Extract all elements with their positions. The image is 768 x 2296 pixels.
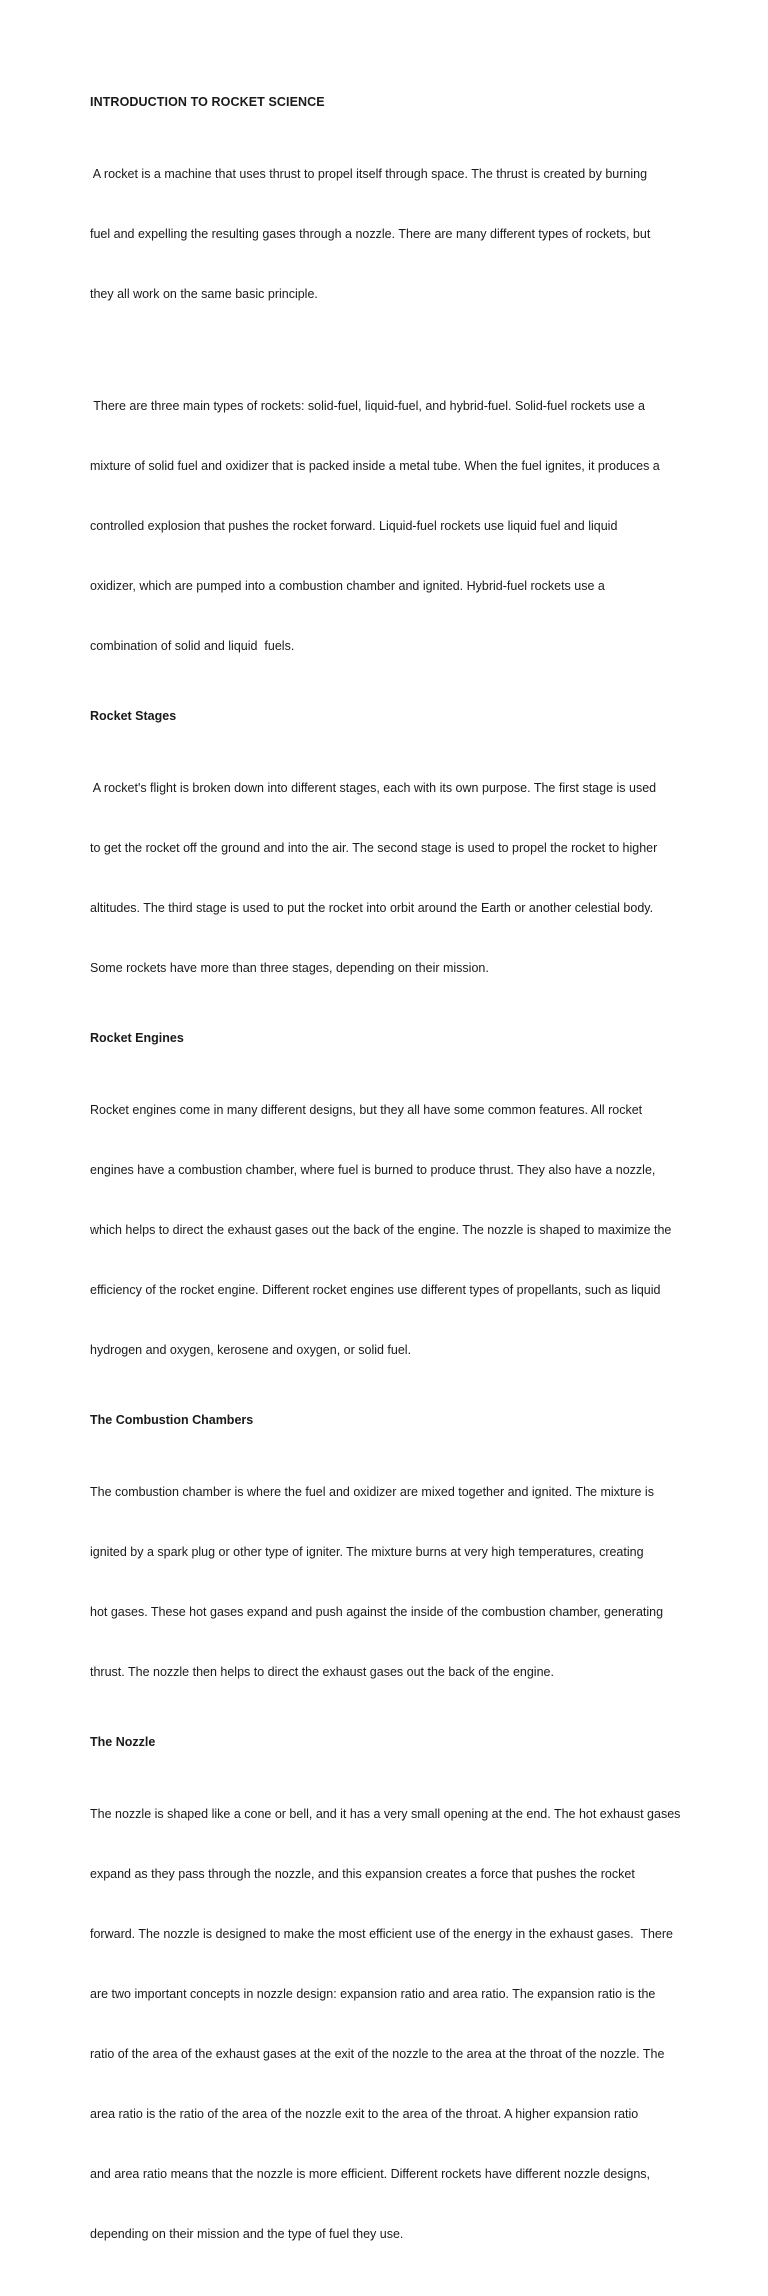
text-line: and area ratio means that the nozzle is more efficient. Different rockets have different nozzle designs, xyxy=(90,2167,651,2181)
text-line: are two important concepts in nozzle design: expansion ratio and area ratio. The expansion ratio is the xyxy=(90,1987,656,2001)
paragraph-intro-2 xyxy=(90,356,680,696)
text-line: ratio of the area of the exhaust gases at the exit of the nozzle to the area at the throat of the nozzle. The xyxy=(90,2047,665,2061)
text-line: combination of solid and liquid fuels. xyxy=(90,639,295,653)
section-heading-rocket-engines: Rocket Engines xyxy=(90,1031,184,1045)
text-line: expand as they pass through the nozzle, and this expansion creates a force that pushes the rocket xyxy=(90,1867,635,1881)
text-line: ignited by a spark plug or other type of igniter. The mixture burns at very high temperatures, creating xyxy=(90,1545,644,1559)
section-heading-combustion-chambers: The Combustion Chambers xyxy=(90,1413,254,1427)
text-line: fuel and expelling the resulting gases through a nozzle. There are many different types of rockets, but xyxy=(90,227,651,241)
text-line: depending on their mission and the type of fuel they use. xyxy=(90,2227,404,2241)
text-line: which helps to direct the exhaust gases out the back of the engine. The nozzle is shaped to maximize the xyxy=(90,1223,672,1237)
text-line: they all work on the same basic principle. xyxy=(90,287,318,301)
text-line: thrust. The nozzle then helps to direct the exhaust gases out the back of the engine. xyxy=(90,1665,554,1679)
text-line: hydrogen and oxygen, kerosene and oxygen, or solid fuel. xyxy=(90,1343,412,1357)
text-line: altitudes. The third stage is used to put the rocket into orbit around the Earth or another celestial body. xyxy=(90,901,654,915)
document-page xyxy=(90,94,680,2296)
text-line: The nozzle is shaped like a cone or bell, and it has a very small opening at the end. The hot exhaust gases xyxy=(90,1807,681,1821)
text-line: controlled explosion that pushes the rocket forward. Liquid-fuel rockets use liquid fuel and liquid xyxy=(90,519,618,533)
paragraph-rocket-stages xyxy=(90,738,680,1018)
section-heading-rocket-stages: Rocket Stages xyxy=(90,709,177,723)
document-title: INTRODUCTION TO ROCKET SCIENCE xyxy=(90,95,325,109)
text-line: Some rockets have more than three stages, depending on their mission. xyxy=(90,961,489,975)
section-heading-nozzle: The Nozzle xyxy=(90,1735,156,1749)
text-line: engines have a combustion chamber, where fuel is burned to produce thrust. They also have a nozzle, xyxy=(90,1163,656,1177)
text-line: to get the rocket off the ground and into the air. The second stage is used to propel the rocket to higher xyxy=(90,841,658,855)
text-line: hot gases. These hot gases expand and push against the inside of the combustion chamber, generating xyxy=(90,1605,664,1619)
text-line: mixture of solid fuel and oxidizer that is packed inside a metal tube. When the fuel ignites, it produces a xyxy=(90,459,660,473)
text-line: A rocket's flight is broken down into different stages, each with its own purpose. The first stage is used xyxy=(90,781,657,795)
paragraph-intro-1 xyxy=(90,124,680,344)
paragraph-rocket-engines xyxy=(90,1060,680,1400)
text-line: The combustion chamber is where the fuel and oxidizer are mixed together and ignited. The mixture is xyxy=(90,1485,654,1499)
text-line: oxidizer, which are pumped into a combustion chamber and ignited. Hybrid-fuel rockets use a xyxy=(90,579,605,593)
text-line: There are three main types of rockets: solid-fuel, liquid-fuel, and hybrid-fuel. Solid-fuel rockets use a xyxy=(90,399,645,413)
text-line: efficiency of the rocket engine. Different rocket engines use different types of propellants, such as liquid xyxy=(90,1283,661,1297)
text-line: A rocket is a machine that uses thrust to propel itself through space. The thrust is created by burning xyxy=(90,167,648,181)
text-line: area ratio is the ratio of the area of the nozzle exit to the area of the throat. A higher expansion ratio xyxy=(90,2107,639,2121)
paragraph-combustion-chambers xyxy=(90,1442,680,1722)
paragraph-nozzle xyxy=(90,1764,680,2284)
text-line: Rocket engines come in many different designs, but they all have some common features. All rocket xyxy=(90,1103,643,1117)
text-line: forward. The nozzle is designed to make the most efficient use of the energy in the exhaust gases. There xyxy=(90,1927,673,1941)
